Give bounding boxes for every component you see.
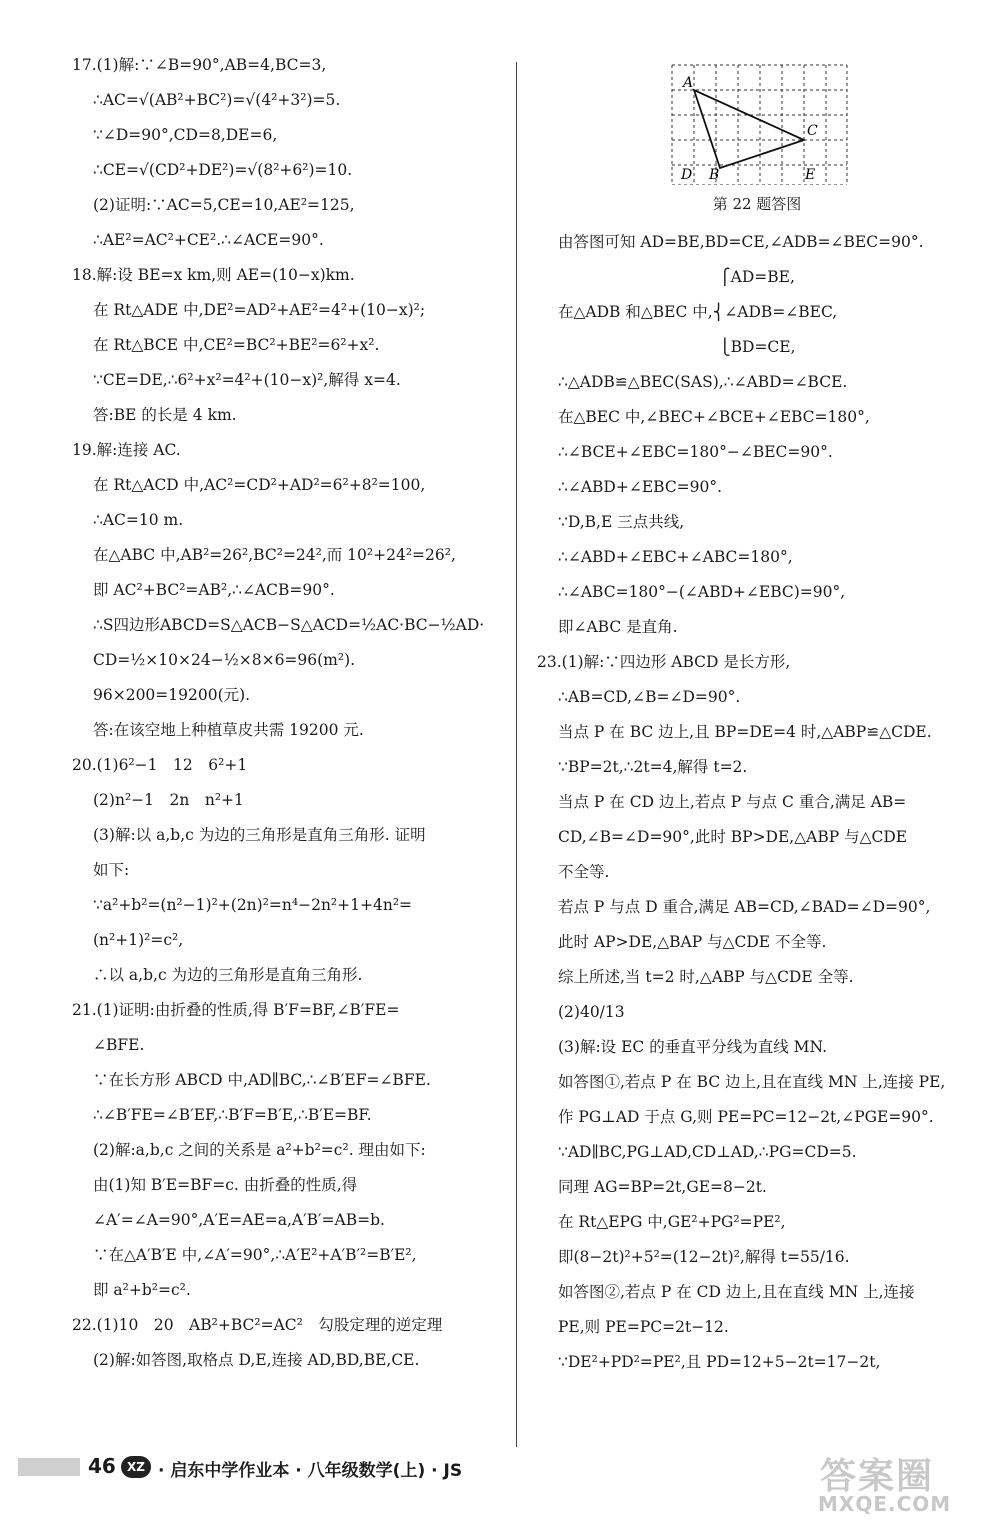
solution-line: (2)n²−1 2n n²+1	[93, 791, 244, 809]
solution-line: ∴AB=CD,∠B=∠D=90°.	[558, 688, 741, 706]
solution-line: (n²+1)²=c²,	[93, 931, 184, 949]
solution-line: ∵在长方形 ABCD 中,AD∥BC,∴∠B′EF=∠BFE.	[93, 1071, 431, 1089]
solution-line: ∴∠B′FE=∠B′EF,∴B′F=B′E,∴B′E=BF.	[93, 1106, 372, 1124]
solution-line: 如答图①,若点 P 在 BC 边上,且在直线 MN 上,连接 PE,	[558, 1073, 946, 1091]
solution-line: ∴∠ABD+∠EBC=90°.	[558, 478, 723, 496]
solution-line: 96×200=19200(元).	[93, 686, 251, 704]
right-lines	[537, 232, 977, 1372]
solution-line: 答:BE 的长是 4 km.	[93, 406, 237, 424]
solution-line: ∵a²+b²=(n²−1)²+(2n)²=n⁴−2n²+1+4n²=	[93, 896, 413, 914]
left-column	[72, 55, 507, 1385]
label-e: E	[805, 167, 816, 183]
solution-line: ∴∠ABC=180°−(∠ABD+∠EBC)=90°,	[558, 583, 846, 601]
label-b: B	[709, 167, 720, 183]
solution-line: 此时 AP>DE,△BAP 与△CDE 不全等.	[558, 933, 827, 951]
solution-line: (3)解:以 a,b,c 为边的三角形是直角三角形. 证明	[93, 826, 426, 844]
solution-line: 即 AC²+BC²=AB²,∴∠ACB=90°.	[93, 581, 335, 599]
solution-line: 由答图可知 AD=BE,BD=CE,∠ADB=∠BEC=90°.	[558, 233, 924, 251]
solution-line: ∴AC=10 m.	[93, 511, 184, 529]
solution-line: 22.(1)10 20 AB²+BC²=AC² 勾股定理的逆定理	[72, 1316, 443, 1334]
solution-line: ∴以 a,b,c 为边的三角形是直角三角形.	[93, 966, 363, 984]
solution-line: ∵D,B,E 三点共线,	[558, 513, 685, 531]
solution-line: 在△ABC 中,AB²=26²,BC²=24²,而 10²+24²=26²,	[93, 546, 456, 564]
solution-line: 在 Rt△ACD 中,AC²=CD²+AD²=6²+8²=100,	[93, 476, 426, 494]
solution-line: ∴AC=√(AB²+BC²)=√(4²+3²)=5.	[93, 91, 341, 109]
solution-line: PE,则 PE=PC=2t−12.	[558, 1318, 729, 1336]
solution-line: 即∠ABC 是直角.	[558, 618, 678, 636]
solution-line: (2)解:a,b,c 之间的关系是 a²+b²=c². 理由如下:	[93, 1141, 426, 1159]
solution-line: ∵BP=2t,∴2t=4,解得 t=2.	[558, 758, 748, 776]
solution-line: (2)解:如答图,取格点 D,E,连接 AD,BD,BE,CE.	[93, 1351, 420, 1369]
page-number: 46	[88, 1454, 116, 1478]
label-a: A	[683, 75, 694, 91]
solution-line: 答:在该空地上种植草皮共需 19200 元.	[93, 721, 364, 739]
solution-line: 在 Rt△BCE 中,CE²=BC²+BE²=6²+x².	[93, 336, 380, 354]
solution-line: 在 Rt△ADE 中,DE²=AD²+AE²=4²+(10−x)²;	[93, 301, 426, 319]
label-d: D	[681, 167, 693, 183]
solution-line: 20.(1)6²−1 12 6²+1	[72, 756, 248, 774]
figure-caption: 第 22 题答图	[712, 195, 802, 213]
solution-line: 即(8−2t)²+5²=(12−2t)²,解得 t=55/16.	[558, 1248, 850, 1266]
book-title: · 启东中学作业本 · 八年级数学(上) · JS	[158, 1461, 463, 1481]
solution-line: ∵DE²+PD²=PE²,且 PD=12+5−2t=17−2t,	[558, 1353, 881, 1371]
page-footer	[0, 1448, 997, 1516]
solution-line: 当点 P 在 CD 边上,若点 P 与点 C 重合,满足 AB=	[558, 793, 907, 811]
solution-line: ∠A′=∠A=90°,A′E=AE=a,A′B′=AB=b.	[93, 1211, 385, 1229]
solution-line: ⎧AD=BE,	[719, 268, 795, 286]
solution-line: (2)40/13	[558, 1003, 625, 1021]
solution-line: ∴∠BCE+∠EBC=180°−∠BEC=90°.	[558, 443, 833, 461]
watermark-top: 答案圈	[820, 1456, 935, 1497]
solution-line: ∠BFE.	[93, 1036, 145, 1054]
solution-line: 由(1)知 B′E=BF=c. 由折叠的性质,得	[93, 1176, 358, 1194]
solution-line: 作 PG⊥AD 于点 G,则 PE=PC=12−2t,∠PGE=90°.	[558, 1108, 934, 1126]
column-divider	[516, 62, 517, 1447]
solution-line: ∵在△A′B′E 中,∠A′=90°,∴A′E²+A′B′²=B′E²,	[93, 1246, 417, 1264]
solution-line: ∵AD∥BC,PG⊥AD,CD⊥AD,∴PG=CD=5.	[558, 1143, 857, 1161]
solution-line: 综上所述,当 t=2 时,△ABP 与△CDE 全等.	[558, 968, 854, 986]
solution-line: ∴AE²=AC²+CE².∴∠ACE=90°.	[93, 231, 324, 249]
solution-line: ∴CE=√(CD²+DE²)=√(8²+6²)=10.	[93, 161, 353, 179]
solution-line: 即 a²+b²=c².	[93, 1281, 191, 1299]
triangle-abc	[694, 90, 804, 168]
solution-line: 在△ADB 和△BEC 中,⎨∠ADB=∠BEC,	[558, 303, 838, 321]
solution-line: 21.(1)证明:由折叠的性质,得 B′F=BF,∠B′FE=	[72, 1001, 400, 1019]
solution-line: (2)证明:∵AC=5,CE=10,AE²=125,	[93, 196, 355, 214]
solution-line: ⎩BD=CE,	[719, 338, 796, 356]
solution-line: 19.解:连接 AC.	[72, 441, 181, 459]
solution-line: 17.(1)解:∵∠B=90°,AB=4,BC=3,	[72, 56, 327, 74]
solution-line: ∴S四边形ABCD=S△ACB−S△ACD=½AC·BC−½AD·	[93, 616, 485, 634]
watermark-bottom: MXQE.COM	[818, 1492, 952, 1516]
solution-line: 18.解:设 BE=x km,则 AE=(10−x)km.	[72, 266, 355, 284]
solution-line: 不全等.	[558, 863, 610, 881]
solution-line: ∵∠D=90°,CD=8,DE=6,	[93, 126, 278, 144]
footer-bar	[18, 1458, 80, 1476]
solution-line: (3)解:设 EC 的垂直平分线为直线 MN.	[558, 1038, 828, 1056]
solution-line: 在△BEC 中,∠BEC+∠BCE+∠EBC=180°,	[558, 408, 870, 426]
right-column	[537, 55, 977, 1387]
publisher-badge: XZ	[121, 1456, 151, 1478]
solution-line: 23.(1)解:∵四边形 ABCD 是长方形,	[537, 653, 791, 671]
grid-figure	[667, 55, 852, 185]
solution-line: 同理 AG=BP=2t,GE=8−2t.	[558, 1178, 767, 1196]
label-c: C	[807, 123, 818, 139]
solution-line: ∴∠ABD+∠EBC+∠ABC=180°,	[558, 548, 793, 566]
solution-line: 在 Rt△EPG 中,GE²+PG²=PE²,	[558, 1213, 786, 1231]
grid-diagram	[667, 55, 852, 185]
solution-line: ∴△ADB≌△BEC(SAS),∴∠ABD=∠BCE.	[558, 373, 848, 391]
solution-line: ∵CE=DE,∴6²+x²=4²+(10−x)²,解得 x=4.	[93, 371, 401, 389]
solution-line: CD,∠B=∠D=90°,此时 BP>DE,△ABP 与△CDE	[558, 828, 908, 846]
solution-line: CD=½×10×24−½×8×6=96(m²).	[93, 651, 356, 669]
solution-line: 若点 P 与点 D 重合,满足 AB=CD,∠BAD=∠D=90°,	[558, 898, 931, 916]
watermark	[800, 1448, 980, 1528]
solution-line: 如下:	[93, 861, 130, 879]
solution-line: 如答图②,若点 P 在 CD 边上,且在直线 MN 上,连接	[558, 1283, 915, 1301]
solution-line: 当点 P 在 BC 边上,且 BP=DE=4 时,△ABP≌△CDE.	[558, 723, 932, 741]
